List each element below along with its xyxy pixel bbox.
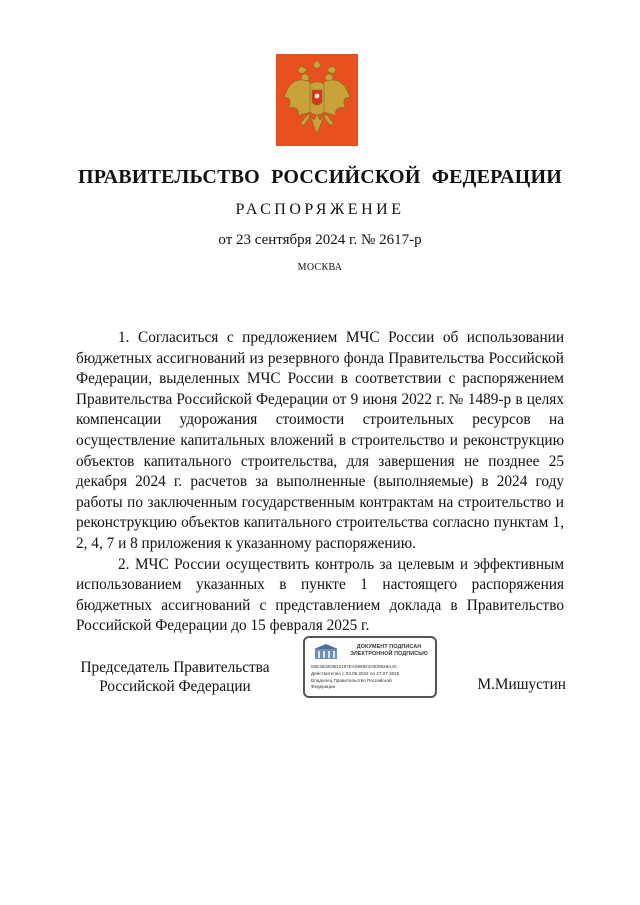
stamp-certificate: 00E3632D6D2197EA0989210300928A4C — [311, 664, 398, 669]
document-date-number: от 23 сентября 2024 г. № 2617-р — [218, 232, 422, 248]
stamp-title-line-2: ЭЛЕКТРОННОЙ ПОДПИСЬЮ — [350, 651, 428, 657]
stamp-owner-line-1: Владелец Правительство Российской — [311, 678, 392, 683]
signatory-position — [60, 658, 290, 696]
coat-of-arms-emblem — [276, 54, 358, 146]
document-type: РАСПОРЯЖЕНИЕ — [235, 201, 405, 218]
stamp-title-line-1: ДОКУМЕНТ ПОДПИСАН — [356, 644, 422, 650]
stamp-owner-line-2: Федерации — [311, 684, 336, 689]
stamp-validity: Действителен с 03.05.2024 по 27.07.2025 — [311, 671, 400, 676]
document-body — [76, 328, 564, 637]
stamp-title — [343, 644, 435, 658]
signatory-name: М.Мишустин — [477, 676, 566, 693]
signatory-position-line-1: Председатель Правительства — [80, 659, 270, 676]
document-city: МОСКВА — [297, 262, 343, 273]
signatory-position-line-2: Российской Федерации — [99, 678, 251, 695]
building-icon — [313, 643, 339, 661]
paragraph-1: 1. Согласиться с предложением МЧС России об использовании бюджетных ассигнований из резервного фонда Правительства Российской Федерации, выделенных МЧС России в соответствии с распоряжением Правительства Российской Федерации от 9 июня 2022 г. № 1489-р в целях компенсации удорожания стоимости строительных ресурсов на осуществление капитальных вложений в строительство и реконструкцию объектов капитального строительства, для завершения не позднее 25 декабря 2024 г. расчетов за выполненные (выполняемые) в 2024 году работы по заключенным государственным контрактам на строительство и реконструкцию объектов капитального строительства согласно пунктам 1, 2, 4, 7 и 8 приложения к указанному распоряжению. — [76, 329, 564, 552]
paragraph-2: 2. МЧС России осуществить контроль за целевым и эффективным использованием указанных в пункте 1 настоящего распоряжения бюджетных ассигнований с представлением доклада в Правительство Российской Федерации до 15 февраля 2025 г. — [76, 555, 564, 635]
government-title: ПРАВИТЕЛЬСТВО РОССИЙСКОЙ ФЕДЕРАЦИИ — [78, 166, 562, 188]
electronic-signature-stamp — [303, 636, 437, 698]
